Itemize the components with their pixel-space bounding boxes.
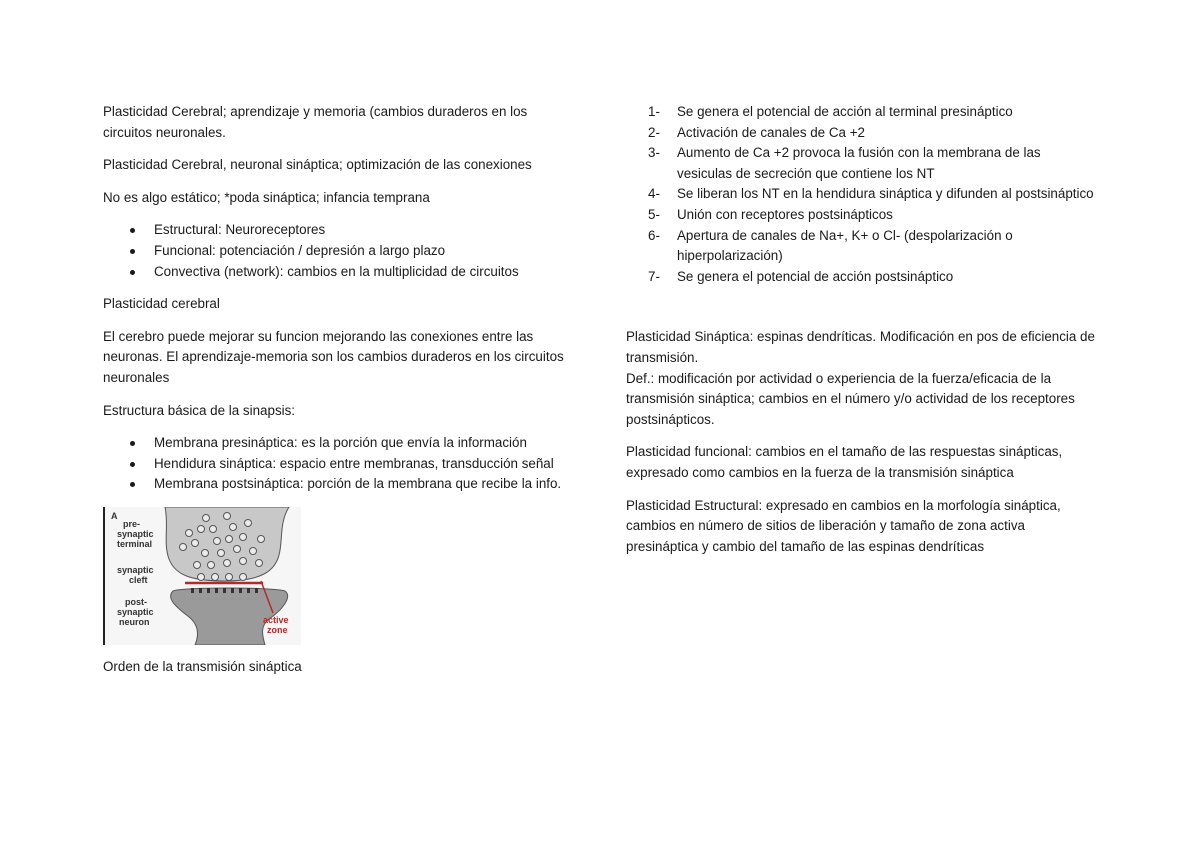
receptors — [191, 588, 258, 593]
label-pre: pre- — [123, 518, 141, 529]
bullet-icon — [130, 482, 135, 487]
transmission-steps-list — [626, 102, 1096, 287]
heading-plasticidad-cerebral: Plasticidad cerebral — [103, 296, 220, 312]
label-pre-terminal: terminal — [117, 538, 153, 549]
list-item: Hendidura sináptica: espacio entre membranas, transducción señal — [103, 454, 573, 475]
figure-letter: A — [111, 510, 118, 521]
paragraph-plasticidad-estructural: Plasticidad Estructural: expresado en cambios en la morfología sináptica, cambios en número de sitios de liberación y tamaño de zona activa presináptica y cambio del tamaño de las espinas dendríticas — [626, 497, 1061, 554]
bullet-icon — [130, 441, 135, 446]
label-post: post- — [125, 596, 147, 607]
list-item: Membrana postsináptica: porción de la membrana que recibe la info. — [103, 474, 573, 495]
label-zone: zone — [267, 624, 288, 635]
synapse-structure-list — [103, 433, 573, 495]
label-post-synaptic: synaptic — [117, 606, 154, 617]
list-item: Estructural: Neuroreceptores — [103, 220, 573, 241]
bullet-icon — [130, 270, 135, 275]
label-post-neuron: neuron — [119, 616, 150, 627]
paragraph-plasticidad-sinaptica-espinas: Plasticidad Sináptica: espinas dendríticas. Modificación en pos de eficiencia de transmisión. — [626, 329, 1095, 365]
bullet-icon — [130, 462, 135, 467]
paragraph-plasticidad-funcional: Plasticidad funcional: cambios en el tamaño de las respuestas sinápticas, expresado como cambios en la fuerza de la transmisión sináptica — [626, 444, 1063, 480]
list-item: 5- Unión con receptores postsinápticos — [648, 206, 893, 222]
left-column — [103, 102, 573, 690]
paragraph-cerebro-mejorar: El cerebro puede mejorar su funcion mejorando las conexiones entre las neuronas. El aprendizaje-memoria son los cambios duraderos en los circuitos neuronales — [103, 328, 564, 385]
paragraph-plasticidad-cerebral-aprendizaje: Plasticidad Cerebral; aprendizaje y memoria (cambios duraderos en los circuitos neuronales. — [103, 104, 528, 140]
list-item: 2- Activación de canales de Ca +2 — [648, 124, 865, 140]
synapse-diagram — [103, 507, 301, 645]
label-active: active — [263, 614, 289, 625]
label-cleft: cleft — [129, 574, 148, 585]
list-item: Membrana presináptica: es la porción que envía la información — [103, 433, 573, 454]
bullet-icon — [130, 228, 135, 233]
list-item: 4- Se liberan los NT en la hendidura sináptica y difunden al postsináptico — [648, 186, 1094, 202]
right-column — [626, 102, 1096, 569]
list-item: 1- Se genera el potencial de acción al terminal presináptico — [648, 104, 1013, 119]
paragraph-poda-sinaptica: No es algo estático; *poda sináptica; infancia temprana — [103, 189, 430, 205]
paragraph-plasticidad-sinaptica: Plasticidad Cerebral, neuronal sináptica; optimización de las conexiones — [103, 157, 532, 173]
spacer — [626, 287, 1096, 327]
label-pre-synaptic: synaptic — [117, 528, 154, 539]
list-item: Funcional: potenciación / depresión a largo plazo — [103, 241, 573, 262]
plasticidad-sinaptica-block — [626, 327, 1096, 430]
plasticity-types-list — [103, 220, 573, 282]
label-cleft-synaptic: synaptic — [117, 564, 154, 575]
paragraph-definicion: Def.: modificación por actividad o experiencia de la fuerza/eficacia de la transmisión sináptica; cambios en el número y/o actividad de los receptores postsinápticos. — [626, 370, 1075, 427]
list-item: Convectiva (network): cambios en la multiplicidad de circuitos — [103, 262, 573, 283]
list-item: 7- Se genera el potencial de acción postsináptico — [648, 268, 954, 284]
bullet-icon — [130, 249, 135, 254]
heading-estructura-sinapsis: Estructura básica de la sinapsis: — [103, 402, 296, 418]
list-item: 3- Aumento de Ca +2 provoca la fusión con la membrana de las vesiculas de secreción que contiene los NT — [648, 145, 1041, 181]
list-item: 6- Apertura de canales de Na+, K+ o Cl- (despolarización o hiperpolarización) — [648, 227, 1013, 264]
heading-orden-transmision: Orden de la transmisión sináptica — [103, 658, 302, 674]
